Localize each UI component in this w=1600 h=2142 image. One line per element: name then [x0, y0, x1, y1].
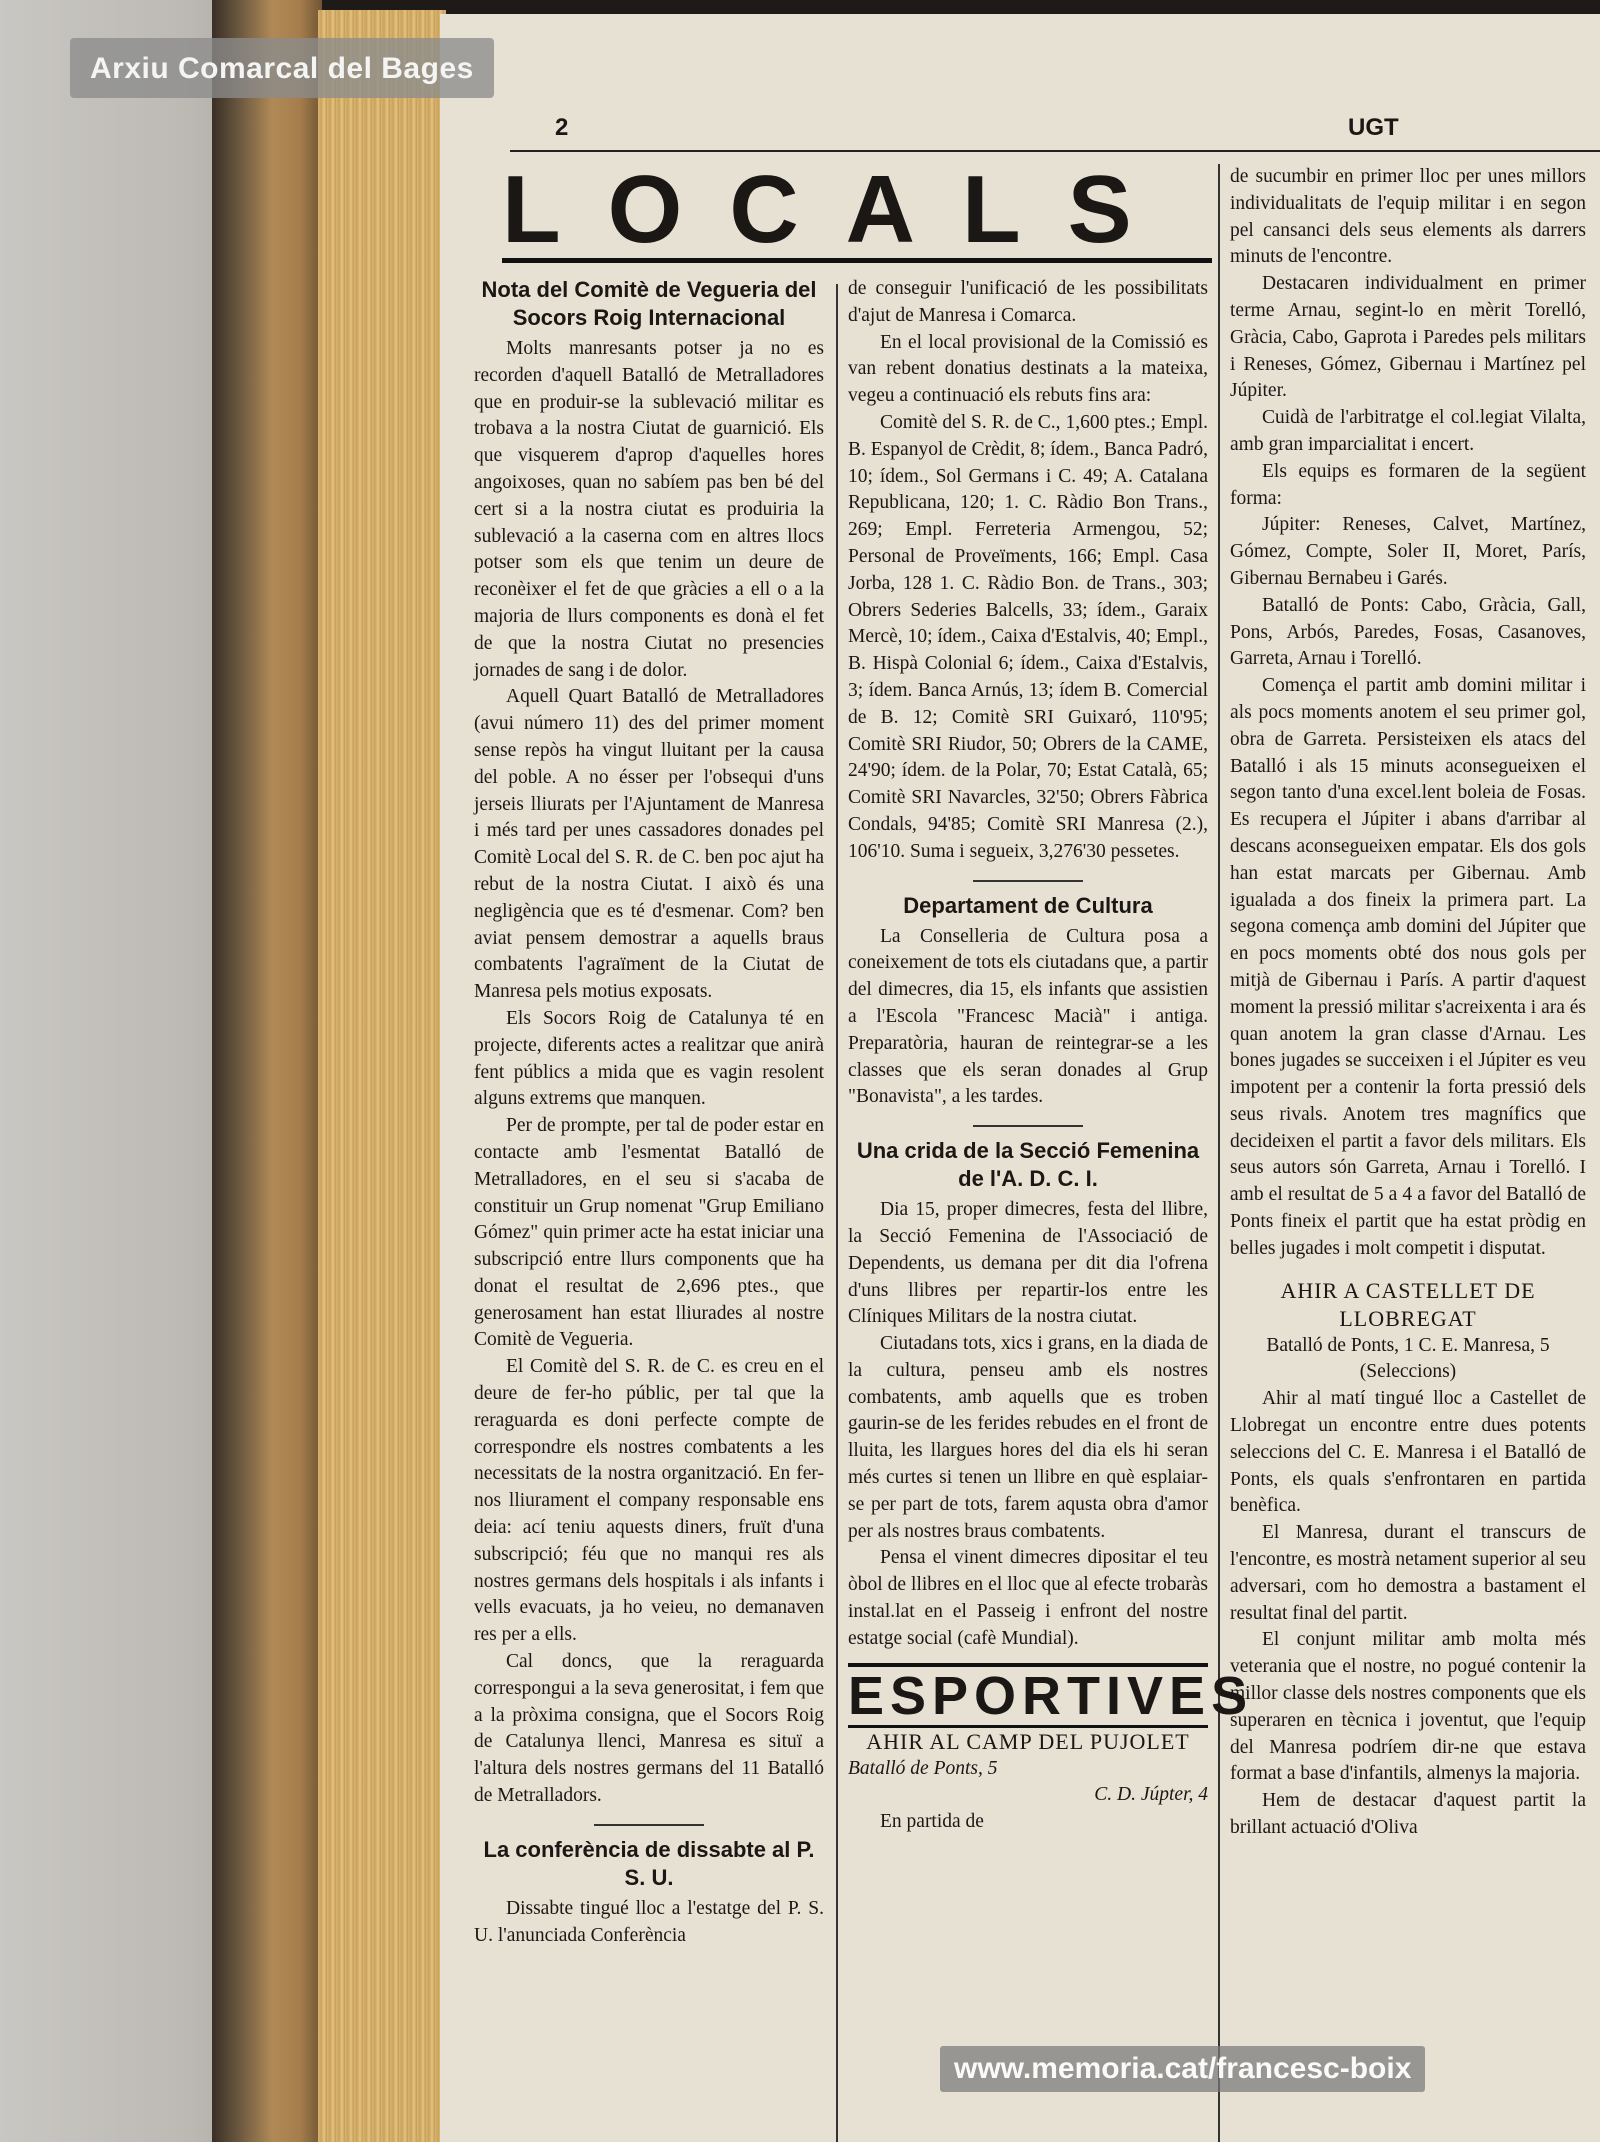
- separator: [973, 880, 1083, 882]
- paragraph: El Comitè del S. R. de C. es creu en el deure de fer-ho públic, per tal que la reraguarda es doni perfecte compte de correspondre els nostres combatents a les necessitats de la nostra organització. En fer-nos lliurament el company responsable ens deia: ací teniu aquests diners, fruït d'una subscripció; féu que no manqui res als nostres germans dels hospitals i als infants i vells evacuats, ja ho veieu, no demanaven res per a ells.: [474, 1356, 824, 1646]
- paragraph: Per de prompte, per tal de poder estar en contacte amb l'esmentat Batalló de Metralladores, en el seu si s'acaba de constituir un Grup nomenat "Grup Emiliano Gómez" quin primer acte ha estat iniciar una subscripció entre llurs components que ha donat el resultat de 2,696 ptes., que generosament han estat lliurades al nostre Comitè de Vegueria.: [474, 1115, 824, 1351]
- paragraph: de sucumbir en primer lloc per unes millors individualitats de l'equip militar i en segon pel cansanci dels seus elements als darrers minuts de l'encontre.: [1230, 166, 1586, 268]
- separator: [973, 1125, 1083, 1127]
- paragraph: Júpiter: Reneses, Calvet, Martínez, Gómez, Compte, Soler II, Moret, París, Gibernau Bernabeu i Garés.: [1230, 514, 1586, 589]
- page-number: 2: [555, 114, 569, 141]
- column-2: [848, 276, 1254, 1836]
- paragraph: Batalló de Ponts: Cabo, Gràcia, Gall, Pons, Arbós, Paredes, Fosas, Casanoves, Garreta, Arnau i Torelló.: [1230, 594, 1586, 670]
- article-title-cultura: Departament de Cultura: [903, 892, 1153, 918]
- section-title-rule: [502, 258, 1212, 263]
- url-watermark: www.memoria.cat/francesc-boix: [940, 2046, 1425, 2092]
- paragraph: Comitè del S. R. de C., 1,600 ptes.; Empl. B. Espanyol de Crèdit, 8; ídem., Banca Padró, 10; ídem., Sol Germans i C. 49; A. Catalana Republicana, 120; 1. C. Ràdio Bon Trans., 269; Empl. Ferreteria Armengou, 52; Personal de Proveïments, 166; Empl. Casa Jorba, 128 1. C. Ràdio Bon. de Trans., 303; Obrers Sederies Balcells, 33; ídem., Garaix Mercè, 10; ídem., Caixa d'Estalvis, 40; Empl., B. Hispà Colonial 6; ídem., Caixa d'Estalvis, 3; ídem. Banca Arnús, 13; ídem B. Comercial de B. 12; Comitè SRI Guixaró, 110'95; Comitè SRI Riudor, 50; Obrers de la CAME, 24'90; ídem. de la Polar, 70; Estat Català, 65; Comitè SRI Navarcles, 32'50; Obrers Fàbrica Condals, 94'85; Comitè SRI Manresa (2.), 106'10. Suma i segueix, 3,276'30 pessetes.: [848, 411, 1208, 862]
- paragraph: En el local provisional de la Comissió es van rebent donatius destinats a la mateixa, vegeu a continuació els rebuts fins ara:: [848, 331, 1208, 407]
- sports-result-line: Batalló de Ponts, 1 C. E. Manresa, 5: [1266, 1334, 1550, 1356]
- paragraph: Cal doncs, que la reraguarda correspongui a la seva generositat, i fem que a la pròxima consigna, que el Socors Roig de Catalunya llenci, Manresa es situï a l'altura dels nostres germans del 11 Batalló de Metralladors.: [474, 1651, 824, 1807]
- separator: [594, 1824, 704, 1826]
- paragraph: El conjunt militar amb molta més veterania que el nostre, no pogué contenir la millor classe dels nostres components que els superaren en tècnica i joventut, que l'equip del Manresa podríem dir-ne que estava format a base d'infantils, almenys la majoria.: [1230, 1629, 1586, 1785]
- page-edges: [318, 10, 446, 2142]
- paragraph: El Manresa, durant el transcurs de l'encontre, es mostrà netament superior al seu adversari, com ho demostra a bastament el resultat final del partit.: [1230, 1522, 1586, 1624]
- book-binding: [212, 0, 322, 2142]
- paragraph: Els equips es formaren de la següent forma:: [1230, 460, 1586, 509]
- article-title-conferencia: La conferència de dissabte al P. S. U.: [483, 1836, 815, 1890]
- paragraph: Aquell Quart Batalló de Metralladores (avui número 11) des del primer moment sense repòs ha vingut lluitant per la causa del poble. A no ésser per l'obsequi d'uns jerseis lliurats per l'Ajuntament de Manresa i més tard per unes cassadores donades pel Comitè Local del S. R. de C. ben poc ajut ha rebut de la nostra Ciutat. I això és una negligència que es té d'esmenar. Com? ben aviat pensem demostrar a aquells braus combatents l'agraïment de la Ciutat de Manresa pels motius exposats.: [474, 686, 824, 1003]
- article-title-socors-roig: Nota del Comitè de Vegueria del Socors Roig Internacional: [481, 277, 817, 330]
- paragraph: Hem de destacar d'aquest partit la brillant actuació d'Oliva: [1230, 1790, 1586, 1839]
- column-3: [1230, 164, 1586, 1842]
- sports-subheading-castellet: AHIR A CASTELLET DE LLOBREGAT: [1280, 1277, 1536, 1331]
- sports-result-line: C. D. Júpter, 4: [1094, 1784, 1208, 1806]
- newspaper-page: [440, 14, 1600, 2142]
- sports-result-note: (Seleccions): [1359, 1361, 1457, 1383]
- paragraph: La Conselleria de Cultura posa a coneixement de tots els ciutadans que, a partir del dimecres, dia 15, els infants que assistien a l'Escola "Francesc Macià" i antiga. Preparatòria, hauran de reintegrar-se a les classes que els seran donades al Grup "Bonavista", a les tardes.: [848, 925, 1208, 1108]
- column-rule-1: [836, 284, 838, 2142]
- paragraph: Comença el partit amb domini militar i als pocs moments anotem el seu primer gol, obra de Garreta. Persisteixen els atacs del Batalló i als 15 minuts aconsegueixen el segon tanto d'una excel.lent boleia de Fosas. Es recupera el Júpiter i abans d'arribar al descans aconsegueixen empatar. Els dos gols han estat marcats per Gibernau. Amb igualada a dos fineix la primera part. La segona comença amb domini del Júpiter que en pocs moments obté dos nous gols per mitjà de Gibernau i París. A partir d'aquest moment la pressió militar s'acreixenta i ara és quan anotem la gran classe d'Arnau. Les bones jugades se succeixen i el Júpiter es veu impotent per a contenir la forta pressió dels seus rivals. Anotem tres magnífics que decideixen el partit a favor dels militars. Els seus autors són Garreta, Arnau i Torelló. I amb el resultat de 5 a 4 a favor del Batalló de Ponts fineix el partit que ha estat pròdig en belles jugades i molt competit i disputat.: [1230, 675, 1587, 1259]
- section-title: LOCALS: [502, 156, 1179, 263]
- archive-watermark: Arxiu Comarcal del Bages: [70, 38, 494, 98]
- column-rule-2: [1218, 164, 1220, 2142]
- column-1: [474, 276, 824, 1949]
- paragraph: En partida de: [880, 1811, 984, 1833]
- sports-section-title: ESPORTIVES: [848, 1663, 1208, 1728]
- paragraph: Ahir al matí tingué lloc a Castellet de Llobregat un encontre entre dues potents seleccions del C. E. Manresa i el Batalló de Ponts, els quals s'enfrontaren en partida benèfica.: [1230, 1388, 1586, 1517]
- paragraph: Dia 15, proper dimecres, festa del llibre, la Secció Femenina de l'Associació de Dependents, us demana per dit dia l'ofrena d'uns llibres per repartir-los entre les Clíniques Militars de la nostra ciutat.: [848, 1199, 1208, 1328]
- header-rule: [510, 150, 1600, 152]
- sports-subheading: AHIR AL CAMP DEL PUJOLET: [866, 1728, 1190, 1754]
- paragraph: Dissabte tingué lloc a l'estatge del P. S. U. l'anunciada Conferència: [474, 1897, 824, 1946]
- publication-name: UGT: [1348, 114, 1399, 141]
- paragraph: Molts manresants potser ja no es recorden d'aquell Batalló de Metralladores que en produir-se la sublevació militar es trobava a la nostra Ciutat de guarnició. Els que visquerem d'aprop d'aquelles hores angoixoses, quan no sabíem pas ben bé del cert si a la nostra ciutat es produiria la sublevació a la caserna com en altres llocs potser som els que tenim un deure de reconèixer el fet de que gràcies a ell o a la majoria de llurs components es donà el fet de que la nostra Ciutat no presencies jornades de sang i de dolor.: [474, 338, 824, 681]
- paragraph: Cuidà de l'arbitratge el col.legiat Vilalta, amb gran imparcialitat i encert.: [1230, 407, 1586, 455]
- paragraph: Pensa el vinent dimecres dipositar el teu òbol de llibres en el lloc que al efecte trobaràs instal.lat en el Passeig i enfront del nostre estatge social (cafè Mundial).: [848, 1547, 1208, 1649]
- sports-result-line: Batalló de Ponts, 5: [848, 1757, 998, 1779]
- paragraph: Destacaren individualment en primer terme Arnau, segint-lo en mèrit Torelló, Gràcia, Cabo, Gaprota i Paredes pels militars i Reneses, Gómez, Gibernau i Martínez pel Júpiter.: [1230, 273, 1586, 402]
- article-title-seccio-femenina: Una crida de la Secció Femenina de l'A. D. C. I.: [856, 1138, 1200, 1192]
- paragraph: de conseguir l'unificació de les possibilitats d'ajut de Manresa i Comarca.: [848, 278, 1208, 326]
- paragraph: Ciutadans tots, xics i grans, en la diada de la cultura, penseu amb els nostres combatents, amb aquells que es troben gaurin-se de les ferides rebudes en el front de lluita, les llargues hores del dia els hi seran més curtes si tenen un llibre en què esplaiar-se per part de tots, farem aqusta obra d'amor per als nostres braus combatents.: [848, 1333, 1208, 1542]
- paragraph: Els Socors Roig de Catalunya té en projecte, diferents actes a realitzar que anirà fent públics a mida que es vagin resolent alguns extrems que manquen.: [474, 1007, 824, 1110]
